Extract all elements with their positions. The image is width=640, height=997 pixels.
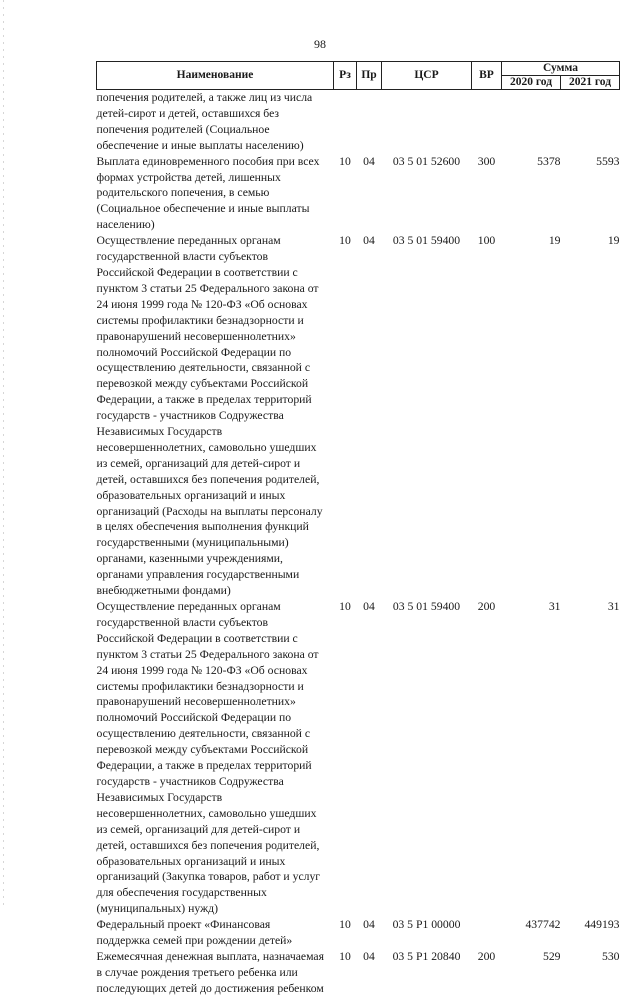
cell-vr: 200 (477, 949, 496, 963)
name-line: в случае рождения третьего ребенка или (96, 965, 298, 979)
name-line: полномочий Российской Федерации по (96, 711, 292, 725)
name-line: пунктом 3 статьи 25 Федерального закона от (96, 647, 319, 661)
name-line: Выплата единовременного пособия при всех (96, 154, 320, 168)
name-line: Независимых Государств (96, 425, 223, 439)
name-line: правонарушений несовершеннолетних» (96, 695, 296, 709)
cell-name (97, 917, 334, 949)
header-pr: Пр (357, 62, 382, 90)
name-line: Российской Федерации в соответствии с (96, 631, 298, 645)
name-line: осуществлению деятельности, связанной с (96, 727, 311, 741)
name-line: родительского попечения, в семью (96, 186, 270, 200)
name-line: Федерации, а также в пределах территорий (96, 393, 312, 407)
cell-pr: 04 (363, 600, 375, 613)
budget-table (96, 61, 620, 997)
name-line: последующих детей до достижения ребенком (96, 981, 324, 995)
name-line: государственной власти субъектов (96, 250, 269, 264)
cell-name (97, 154, 334, 234)
name-line: Российской Федерации в соответствии с (96, 265, 298, 279)
cell-csr (382, 90, 472, 154)
name-line: Ежемесячная денежная выплата, назначаемая (96, 949, 324, 963)
header-year-2021: 2021 год (561, 76, 620, 90)
cell-rz: 10 (339, 949, 351, 963)
header-csr: ЦСР (382, 62, 472, 90)
name-line: системы профилактики безнадзорности и (96, 313, 304, 327)
cell-vr: 300 (477, 154, 496, 168)
name-line: перевозкой между субъектами Российской (96, 743, 309, 757)
cell-pr: 04 (363, 154, 375, 168)
table-row (97, 90, 620, 154)
cell-rz (334, 90, 357, 154)
cell-2021: 19 (607, 234, 620, 248)
cell-rz: 10 (339, 234, 351, 248)
name-line: Независимых Государств (96, 790, 223, 804)
header-vr: ВР (472, 62, 502, 90)
header-name: Наименование (97, 62, 334, 90)
name-line: формах устройства детей, лишенных (96, 170, 281, 184)
cell-name (97, 599, 334, 917)
cell-2020: 437742 (525, 918, 561, 932)
cell-2020: 31 (548, 600, 561, 613)
name-line: государств - участников Содружества (96, 409, 284, 423)
name-line: из семей, организаций для детей-сирот и (96, 456, 301, 470)
table-body (97, 90, 620, 997)
cell-2021: 31 (607, 600, 620, 613)
cell-pr: 04 (363, 234, 375, 248)
name-line: (муниципальных) нужд) (96, 902, 218, 916)
cell-pr: 04 (363, 949, 375, 963)
cell-csr: 03 5 01 59400 (392, 234, 461, 248)
cell-2021: 5593 (596, 154, 620, 168)
name-line: в целях обеспечения выполнения функций (96, 520, 309, 534)
name-line: образовательных организаций и иных (96, 488, 286, 502)
table-row (97, 949, 620, 997)
table-row (97, 233, 620, 599)
cell-name (97, 90, 334, 154)
name-line: детей-сирот и детей, оставшихся без (96, 106, 280, 120)
cell-rz: 10 (339, 154, 351, 168)
cell-name (97, 949, 334, 997)
name-line: Федерации, а также в пределах территорий (96, 759, 312, 773)
name-line: организаций (Закупка товаров, работ и услуг (96, 870, 321, 884)
name-line: органами, казенными учреждениями, (96, 552, 283, 566)
name-line: попечения родителей (Социальное (96, 122, 270, 136)
name-line: из семей, организаций для детей-сирот и (96, 822, 301, 836)
cell-vr (472, 917, 502, 949)
name-line: перевозкой между субъектами Российской (96, 377, 309, 391)
name-line: обеспечение и иные выплаты населению) (96, 138, 304, 152)
name-line: для обеспечения государственных (96, 886, 267, 900)
cell-rz: 10 (339, 918, 351, 932)
cell-csr: 03 5 01 59400 (392, 600, 461, 613)
name-line: Осуществление переданных органам (96, 234, 281, 248)
header-sum: Сумма (502, 62, 620, 76)
table-header (97, 62, 620, 90)
name-line: пунктом 3 статьи 25 Федерального закона от (96, 281, 319, 295)
cell-2020: 529 (542, 949, 561, 963)
cell-vr: 100 (477, 234, 496, 248)
cell-rz: 10 (339, 600, 351, 613)
name-line: полномочий Российской Федерации по (96, 345, 292, 359)
scan-edge-artifact (3, 0, 4, 905)
name-line: населению) (96, 218, 155, 232)
cell-vr: 200 (477, 600, 496, 613)
name-line: правонарушений несовершеннолетних» (96, 329, 296, 343)
name-line: (Социальное обеспечение и иные выплаты (96, 202, 310, 216)
table-row (97, 599, 620, 917)
name-line: государств - участников Содружества (96, 774, 284, 788)
page-number: 98 (314, 37, 326, 51)
cell-2021 (561, 90, 620, 154)
name-line: государственной власти субъектов (96, 615, 269, 629)
cell-2020: 5378 (537, 154, 561, 168)
cell-pr: 04 (363, 918, 375, 932)
table-row (97, 154, 620, 234)
name-line: детей, оставшихся без попечения родителей, (96, 472, 320, 486)
cell-2020: 19 (548, 234, 561, 248)
name-line: несовершеннолетних, самовольно ушедших (96, 806, 317, 820)
name-line: Федеральный проект «Финансовая (96, 918, 271, 932)
cell-csr: 03 5 P1 00000 (392, 918, 461, 932)
name-line: Осуществление переданных органам (96, 600, 281, 613)
name-line: образовательных организаций и иных (96, 854, 286, 868)
cell-2021: 530 (601, 949, 620, 963)
name-line: попечения родителей, а также лиц из числа (96, 91, 313, 104)
header-rz: Рз (334, 62, 357, 90)
name-line: 24 июня 1999 года № 120-ФЗ «Об основах (96, 663, 308, 677)
name-line: поддержка семей при рождении детей» (96, 934, 293, 948)
name-line: детей, оставшихся без попечения родителей, (96, 838, 320, 852)
cell-2020 (502, 90, 561, 154)
table-row (97, 917, 620, 949)
name-line: 24 июня 1999 года № 120-ФЗ «Об основах (96, 297, 308, 311)
name-line: государственными (муниципальными) (96, 536, 289, 550)
cell-2021: 449193 (584, 918, 620, 932)
name-line: осуществлению деятельности, связанной с (96, 361, 311, 375)
cell-vr (472, 90, 502, 154)
name-line: несовершеннолетних, самовольно ушедших (96, 440, 317, 454)
cell-pr (357, 90, 382, 154)
cell-name (97, 233, 334, 599)
name-line: организаций (Расходы на выплаты персоналу (96, 504, 323, 518)
header-year-2020: 2020 год (502, 76, 561, 90)
name-line: органами управления государственными (96, 568, 300, 582)
cell-csr: 03 5 01 52600 (392, 154, 461, 168)
name-line: системы профилактики безнадзорности и (96, 679, 304, 693)
name-line: внебюджетными фондами) (96, 584, 231, 598)
cell-csr: 03 5 P1 20840 (392, 949, 461, 963)
